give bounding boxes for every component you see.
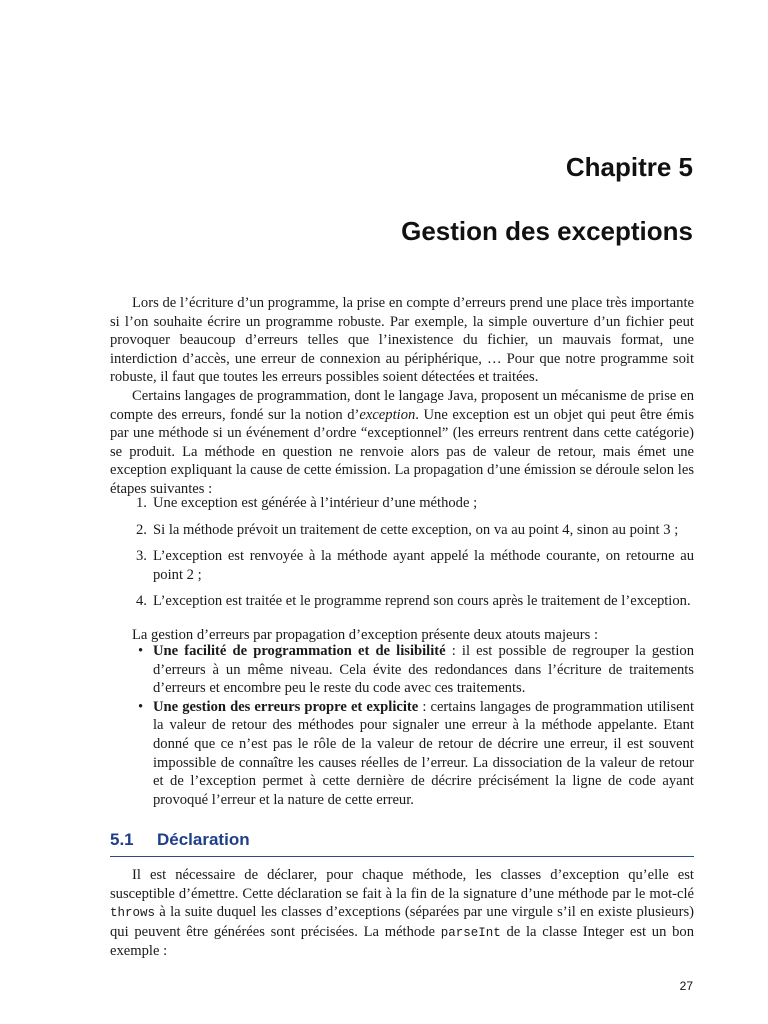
section-body <box>110 866 694 961</box>
code-parseint: parseInt <box>440 925 501 940</box>
section-paragraph <box>110 866 694 961</box>
atout-item <box>110 698 694 810</box>
step-number: 2. <box>136 521 147 538</box>
atout-text: : il est possible de regrouper la gestion d’erreurs à un même niveau. Cela évite des redondances dans l’écriture de traitements d’erreurs et encombre peu le reste du code avec ces traitements. <box>153 643 694 697</box>
section-text-3: de la classe Integer est un bon exemple : <box>110 923 694 960</box>
intro-text <box>110 294 694 499</box>
atout-text: : certains langages de programmation utilisent la valeur de retour des méthodes pour signaler une erreur à la méthode appelante. Etant donné que ce n’est pas le rôle de la valeur de retour de décrire une erreur, il est souvent impossible de connaître les causes réelles de l’erreur. La dissociation de la valeur de retour et de l’exception permet à cette dernière de décrire précisément la ligne de code ayant provoqué l’erreur et la nature de cette erreur. <box>153 698 694 808</box>
step-text: L’exception est renvoyée à la méthode ayant appelé la méthode courante, on retourne au point 2 ; <box>153 548 694 583</box>
section-text-1: Il est nécessaire de déclarer, pour chaque méthode, les classes d’exception qu’elle est susceptible d’émettre. Cette déclaration se fait à la fin de la signature d’une méthode par le mot-clé <box>110 867 694 902</box>
section-text-2: à la suite duquel les classes d’exceptions (séparées par une virgule s’il en existe plusieurs) qui peuvent être générées sont précisées. La méthode <box>110 904 694 940</box>
atouts-list <box>110 642 694 809</box>
intro-p2-after: . Une exception est un objet qui peut être émis par une méthode si un événement d’ordre “exceptionnel” (les erreurs rentrent dans cette catégorie) se produit. La méthode en question ne renvoie alors pas de valeur de retour, mais émet une exception expliquant la cause de cette émission. La propagation d’une émission se déroule selon les étapes suivantes : <box>110 406 695 497</box>
section-title: Déclaration <box>157 830 250 849</box>
step-number: 4. <box>136 593 147 610</box>
step-text: L’exception est traitée et le programme reprend son cours après le traitement de l’exception. <box>153 593 691 610</box>
step-number: 1. <box>136 495 147 511</box>
step-item <box>110 494 694 513</box>
intro-p2-before: Certains langages de programmation, dont le langage Java, proposent un mécanisme de prise en compte des erreurs, fondé sur la notion d’ <box>110 387 694 423</box>
bullet-icon: • <box>138 698 144 715</box>
bullet-icon: • <box>138 643 144 659</box>
section-heading <box>110 830 694 857</box>
step-text: Si la méthode prévoit un traitement de cette exception, on va au point 4, sinon au point 3 ; <box>153 521 679 538</box>
intro-paragraph-2 <box>110 387 694 499</box>
step-item <box>110 521 694 540</box>
chapter-label: Chapitre 5 <box>565 152 693 182</box>
atout-item <box>110 642 694 698</box>
section-number: 5.1 <box>110 830 134 849</box>
exception-term: exception <box>359 406 416 423</box>
chapter-title: Gestion des exceptions <box>401 216 693 246</box>
step-text: Une exception est générée à l’intérieur d’une méthode ; <box>153 495 478 511</box>
intro-paragraph-1: Lors de l’écriture d’un programme, la prise en compte d’erreurs prend une place très importante si l’on souhaite écrire un programme robuste. Par exemple, la simple ouverture d’un fichier peut provoquer beaucoup d’erreurs telles que l’inexistence du fichier, un mauvais format, une interdiction d’accès, une erreur de connexion au périphérique, … Pour que notre programme soit robuste, il faut que toutes les erreurs possibles soient détectées et traitées. <box>110 295 694 386</box>
propagation-steps-list <box>110 494 694 619</box>
code-throws: throws <box>110 906 156 921</box>
step-item <box>110 592 694 611</box>
atout-title: Une gestion des erreurs propre et explicite <box>153 698 419 715</box>
atout-title: Une facilité de programmation et de lisibilité <box>153 643 446 659</box>
page-number: 27 <box>679 979 693 993</box>
atouts-intro: La gestion d’erreurs par propagation d’exception présente deux atouts majeurs : <box>132 627 599 643</box>
step-number: 3. <box>136 548 147 565</box>
step-item <box>110 547 694 584</box>
